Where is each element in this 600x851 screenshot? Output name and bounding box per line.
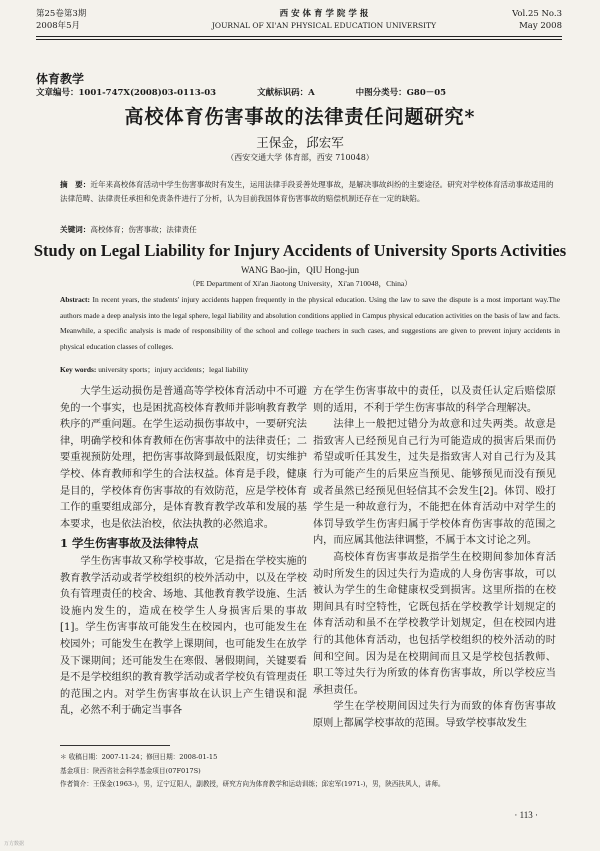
footnote-fund: 基金项目：陕西省社会科学基金项目(07F017S)	[60, 766, 201, 775]
footnote-received: ＊ 收稿日期：2007-11-24；修回日期：2008-01-15	[60, 753, 218, 761]
affiliation-chinese: （西安交通大学 体育部，西安 710048）	[226, 153, 374, 162]
footnote-rule	[60, 745, 170, 746]
section-heading: 1 学生伤害事故及法律特点	[60, 536, 199, 551]
keywords-english-text: university sports；injury accidents；legal liability	[98, 365, 249, 374]
paragraph: 学生在学校期间因过失行为而致的体育伤害事故原则上都属学校事故的范围。导致学校事故发生	[313, 701, 556, 729]
affiliation-english: （PE Department of Xi'an Jiaotong University，Xi'an 710048，China）	[188, 279, 412, 288]
header-rule-thin	[36, 39, 562, 40]
header-volume-en: Vol.25 No.3	[512, 9, 562, 19]
section-tag: 体育教学	[36, 72, 85, 86]
body-column-left	[60, 384, 307, 720]
paragraph: 学生伤害事故又称学校事故，它是指在学校实施的教育教学活动或者学校组织的校外活动中，以及在学校负有管理责任的校舍、场地、其他教育教学设施、生活设施内发生的，造成在校学生人身损害后果的事故[1]。学生伤害事故可能发生在校园内，也可能发生在校园外；可能发生在教学上课期间，也可能发生在放学及下课期间；还可能发生在寒假、暑假期间，关键要看是不是学校组织的教育教学活动或者学校负有管理责任的范围之内。对学生伤害事故在认识上产生错误和混乱，必然不利于确定当事各	[60, 555, 307, 717]
paragraph: 法律上一般把过错分为故意和过失两类。故意是指致害人已经预见自己行为可能造成的损害后果而仍希望或听任其发生，过失是指致害人对自己行为及其行为可能产生的后果应当预见、能够预见而没有预见或者虽然已经预见但轻信其不会发生[2]。体罚、殴打学生是一种故意行为，不能把在体育活动中对学生的体罚导致学生伤害归属于学校体育伤害事故的范围之内，而应属其他法律调整，不属于本文讨论之列。	[313, 419, 556, 547]
header-volume: 第25卷第3期	[36, 9, 87, 19]
footnote-author-bio: 作者简介：王保金(1963-)，男，辽宁辽阳人，副教授，研究方向为体育教学和运动训练；邱宏军(1971-)，男，陕西扶风人，讲师。	[60, 780, 445, 788]
abstract-english	[60, 292, 560, 354]
document-code: 文献标识码：A	[257, 88, 315, 98]
header-date-en: May 2008	[519, 21, 562, 31]
page-number: · 113 ·	[514, 810, 538, 820]
abstract-english-label: Abstract:	[60, 295, 90, 304]
header-issue-info	[36, 8, 196, 32]
authors-chinese: 王保金，邱宏军	[256, 135, 344, 150]
body-column-right	[313, 384, 556, 732]
classification-number: 中图分类号：G80－05	[355, 88, 447, 98]
authors-english: WANG Bao-jin，QIU Hong-jun	[241, 265, 359, 275]
footnote-received-text: 收稿日期：2007-11-24；修回日期：2008-01-15	[68, 753, 218, 761]
paragraph: 高校体育伤害事故是指学生在校期间参加体育活动时所发生的因过失行为造成的人身伤害事故，可以被认为学生的生命健康权受到损害。这里所指的在校期间具有时空特性，它既包括在学校教学计划规定的体育活动和虽不在学校教学计划规定，但在校园内进行的其他体育活动，也包括学校组织的校外活动的时间和空间。因为是在校期间而且又是学校包括教师、职工等过失行为所致的体育伤害事故，所以学校应当承担责任。	[313, 551, 556, 696]
header-journal-name	[206, 8, 442, 32]
article-number: 文章编号：1001-747Ⅹ(2008)03-0113-03	[36, 88, 217, 98]
header-rule	[36, 36, 562, 37]
header-journal-en: JOURNAL OF XI'AN PHYSICAL EDUCATION UNIVERSITY	[211, 21, 437, 30]
title-chinese: 高校体育伤害事故的法律责任问题研究*	[124, 106, 476, 128]
keywords-english-label: Key words:	[60, 365, 97, 374]
paragraph: 大学生运动损伤是普通高等学校体育活动中不可避免的一个事实，也是困扰高校体育教师并影响教育教学秩序的严重问题。在学生运动损伤事故中，一要研究法律，明确学校和体育教师在伤害事故中的法律责任；二要重视预防处理，把伤害事故降到最低限度，切实维护学校、体育教师和学生的合法权益。体育是手段，健康是目的，学校体育伤害事故的有效防范，应是学校体育工作的重要组成部分，是体育教育教学改革和发展的基本要求，也是依法治校，依法执教的必然追求。	[60, 386, 307, 530]
keywords-english	[60, 364, 560, 375]
footnotes	[60, 751, 560, 792]
abstract-chinese	[60, 178, 560, 206]
keywords-chinese	[60, 224, 560, 235]
keywords-chinese-label: 关键词：	[60, 225, 91, 234]
keywords-chinese-text: 高校体育；伤害事故；法律责任	[90, 225, 197, 234]
running-header	[36, 6, 562, 54]
title-english: Study on Legal Liability for Injury Accidents of University Sports Activities	[33, 241, 567, 260]
paragraph: 方在学生伤害事故中的责任，以及责任认定后赔偿原则的适用，不利于学生伤害事故的科学合理解决。	[313, 386, 556, 414]
watermark: 万方数据	[4, 841, 25, 847]
abstract-chinese-label: 摘 要：	[60, 180, 91, 189]
abstract-chinese-text: 近年来高校体育活动中学生伤害事故时有发生，运用法律手段妥善处理事故，是解决事故纠纷的主要途径。研究对学校体育活动事故适用的法律范畴、法律责任承担和免责条件进行了分析，认为目前我国体育伤害事故的赔偿机制还存在一定的缺陷。	[60, 180, 554, 203]
header-date: 2008年5月	[36, 21, 81, 31]
article-meta	[36, 86, 564, 98]
header-issue-en	[452, 8, 562, 32]
abstract-english-text: In recent years, the students' injury accidents happen frequently in the physical education. Using the law to save the dispute is a most important way.The authors made a deep analysis into the legal sphere, legal liability and absolution conditions applied in Campus physical education activities on the basis of law and facts. Meanwhile, a specific analysis is made of responsibility of the school and college teachers in such cases, and suggestions are given to prevent injury accidents in physical education classes of colleges.	[60, 295, 560, 351]
header-journal-cn: 西 安 体 育 学 院 学 报	[279, 9, 369, 19]
